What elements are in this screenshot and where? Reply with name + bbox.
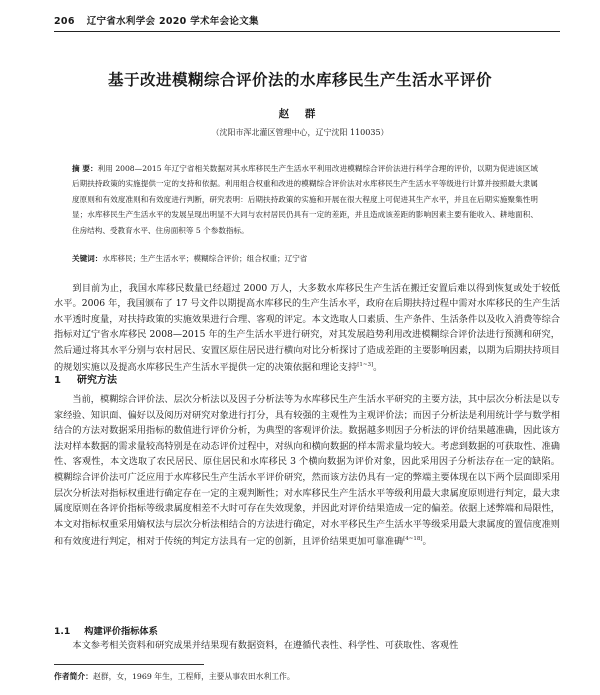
- indicator-paragraph: 本文参考相关资料和研究成果并结果现有数据资料，在遵循代表性、科学性、可获取性、客观性: [72, 640, 459, 651]
- section-heading: [54, 371, 117, 386]
- methods-text: 当前，模糊综合评价法、层次分析法以及因子分析法等为水库移民生产生活水平研究的主要方法，其中层次分析法是以专家经验、知识面、偏好以及阅历对研究对象进行打分，具有较强的主观性为主观评价法；而因子分析法是利用统计学与数学相结合的方法对数据采用指标的数值进行评价分析，为典型的客观评价法。数据越多则因子分析法的评价结果越准确，因此该方法对样本数据的需求量较高特别是在动态评价过程中，对纵向和横向数据的样本需求量均较大。考虑到数据的可获取性、准确性、客观性，本文选取了农民居民、原住居民和水库移民 3 个横向数据为评价对象，因此采用因子分析法存在一定的缺陷。模糊综合评价法可广泛应用于水库移民生产生活水平评价研究，然而该方法仍具有一定的弊端主要体现在以下两个层面即采用层次分析法对指标权重进行确定存在一定的主观判断性；对水库移民生产生活水平等级利用最大隶属度原则进行判定，最大隶属度原则在各评价指标等级隶属度相差不大时可存在失效现象，并因此对评价结果造成一定的偏差。依据上述弊端和局限性，本文对指标权重采用熵权法与层次分析法相结合的方法进行确定，对水平移民生产生活水平等级采用最大隶属度的置信度准则和有效度进行判定，相对于传统的判定方法具有一定的创新，且评价结果更加可靠准确: [54, 394, 560, 548]
- abstract-label: 摘 要：: [72, 164, 98, 173]
- abstract: [72, 161, 538, 238]
- citation-ref: [4~18]: [403, 536, 423, 543]
- running-header: [54, 13, 259, 27]
- keywords: [72, 252, 538, 266]
- abstract-text: 利用 2008—2015 年辽宁省相关数据对其水库移民生产生活水平利用改进模糊综合评价法进行科学合理的评价，以期为促进该区域后期扶持政策的实施提供一定的支持和依据。利用组合权重和改进的模糊综合评价法对水库移民生产生活水平等级进行计算并按照最大隶属度原则和有效度准则和有效度进行判断，研究表明：后期扶持政策的实施和开展在很大程度上可促进其生产水平，并且在后期实施聚集性明显；水库移民生产生活水平的发展呈现出明显不大同与农村居民仍具有一定的差距，并且造成该差距的影响因素主要有能收入、耕地面积、住房结构、受教育水平、住房面积等 5 个参数指标。: [72, 164, 538, 235]
- keywords-label: 关键词：: [72, 254, 103, 263]
- author-affiliation: （沈阳市浑北灌区管理中心，辽宁沈阳 110035）: [211, 128, 389, 137]
- page-number: 206: [54, 16, 75, 27]
- subsection-title: 构建评价指标体系: [84, 626, 158, 637]
- section-number: 1: [54, 375, 61, 386]
- subsection-heading: [54, 623, 158, 637]
- author-footnote: [54, 671, 295, 682]
- methods-paragraph: [54, 392, 560, 550]
- subsection-number: 1.1: [54, 626, 71, 637]
- journal-name: 辽宁省水利学会 2020 学术年会论文集: [86, 16, 259, 27]
- footnote-text: 赵群，女，1969 年生，工程师，主要从事农田水利工作。: [92, 672, 295, 681]
- paper-title: 基于改进模糊综合评价法的水库移民生产生活水平评价: [107, 71, 492, 89]
- section-title: 研究方法: [76, 375, 117, 386]
- intro-paragraph: [54, 281, 560, 376]
- footnote-label: 作者简介：: [54, 672, 93, 681]
- intro-end: 。: [373, 362, 383, 374]
- intro-text: 到目前为止，我国水库移民数量已经超过 2000 万人，大多数水库移民生产生活在搬迁安置后难以得到恢复或处于较低水平。2006 年，我国颁布了 17 号文件以期提高水库移民的生产生活水平，政府在后期扶持过程中需对水库移民的生产生活水平透时度量，对扶持政策的实施效果进行合理、客观的评定。本文选取人口素质、生产条件、生活条件以及收入消费等综合指标对辽宁省水库移民 2008—2015 年的生产生活水平进行研究，对其发展趋势利用改进模糊综合评价法进行预测和研究，然后通过将其水平分别与农村居民、安置区原住居民进行横向对比分析探讨了造成差距的主要影响因素，以期为后期扶持项目的规划实施以及提高水库移民生产生活水平提供一定的决策依据和理论支持: [54, 283, 560, 374]
- methods-end: 。: [422, 536, 432, 548]
- header-rule: [54, 31, 560, 32]
- keywords-text: 水库移民；生产生活水平；模糊综合评价；组合权重；辽宁省: [102, 254, 308, 263]
- citation-ref: [1~3]: [357, 362, 374, 369]
- footnote-rule: [54, 664, 204, 665]
- paper-author: 赵 群: [278, 108, 322, 120]
